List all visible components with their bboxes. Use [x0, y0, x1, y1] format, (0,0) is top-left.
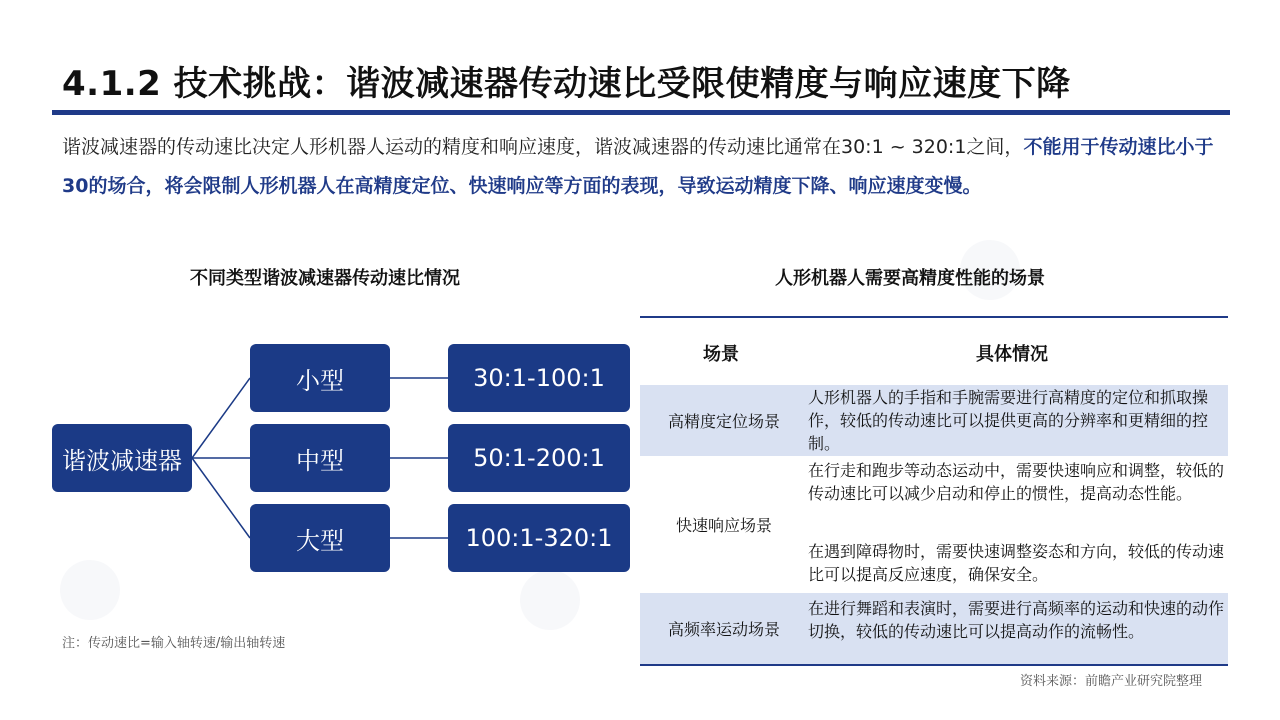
table-bottom-rule: [640, 664, 1228, 666]
table-cell-detail: 人形机器人的手指和手腕需要进行高精度的定位和抓取操作，较低的传动速比可以提供更高的分辨率和更精细的控制。: [808, 388, 1209, 453]
connector-root-large: [192, 458, 250, 538]
intro-emphasis: 不能用于传动速比小于30的场合，将会限制人形机器人在高精度定位、快速响应等方面的表现，导致运动精度下降、响应速度变慢。: [62, 136, 1214, 197]
ratio-node-large: 100:1-320:1: [448, 504, 630, 572]
ratio-node-medium: 50:1-200:1: [448, 424, 630, 492]
table-cell-detail: 在遇到障碍物时，需要快速调整姿态和方向，较低的传动速比可以提高反应速度，确保安全。: [808, 542, 1225, 584]
table-cell-detail: 在进行舞蹈和表演时，需要进行高频率的运动和快速的动作切换，较低的传动速比可以提高动作的流畅性。: [808, 599, 1225, 641]
ratio-node-small: 30:1-100:1: [448, 344, 630, 412]
footnote: 注：传动速比=输入轴转速/输出轴转速: [62, 636, 286, 651]
connector-root-small: [192, 378, 250, 458]
table-cell-scene: 高频率运动场景: [667, 620, 780, 639]
right-subtitle: 人形机器人需要高精度性能的场景: [775, 268, 1045, 289]
intro-text: 谐波减速器的传动速比决定人形机器人运动的精度和响应速度，谐波减速器的传动速比通常在30:1 ~ 320:1之间，: [62, 136, 1024, 158]
table-top-rule: [640, 316, 1228, 318]
root-node: 谐波减速器: [52, 424, 192, 492]
table-cell-scene: 高精度定位场景: [667, 412, 780, 431]
table-header-detail: 具体情况: [976, 344, 1048, 365]
source-note: 资料来源：前瞻产业研究院整理: [1020, 674, 1203, 689]
type-node-small: 小型: [250, 344, 390, 412]
page-title: 4.1.2 技术挑战：谐波减速器传动速比受限使精度与响应速度下降: [62, 64, 1071, 104]
table-cell-detail: 在行走和跑步等动态运动中，需要快速响应和调整，较低的传动速比可以减少启动和停止的惯性，提高动态性能。: [808, 461, 1225, 503]
table-header-scene: 场景: [703, 344, 739, 365]
table-cell-scene: 快速响应场景: [675, 516, 772, 535]
type-node-large: 大型: [250, 504, 390, 572]
type-node-medium: 中型: [250, 424, 390, 492]
left-subtitle: 不同类型谐波减速器传动速比情况: [190, 268, 460, 289]
